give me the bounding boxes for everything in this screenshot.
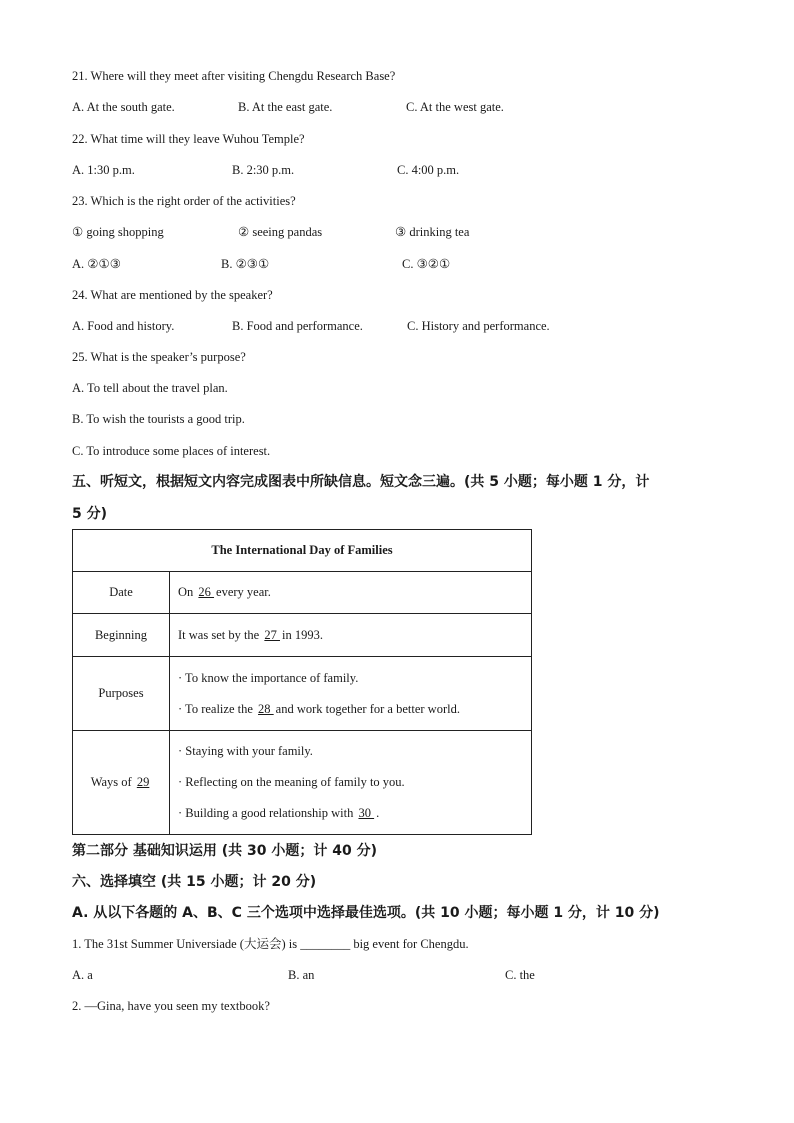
question-22: 22. What time will they leave Wuhou Temple? bbox=[72, 132, 305, 146]
question-2: 2. —Gina, have you seen my textbook? bbox=[72, 999, 270, 1013]
q22-option-c: C. 4:00 p.m. bbox=[397, 163, 460, 177]
q24-option-c: C. History and performance. bbox=[407, 319, 550, 333]
way3-post: . bbox=[376, 806, 380, 820]
section6-sub-a: A. 从以下各题的 A、B、C 三个选项中选择最佳选项。(共 10 小题；每小题 1 分，计 10 分) bbox=[72, 905, 660, 921]
way-1: · Staying with your family. bbox=[178, 744, 313, 758]
q21-option-a: A. At the south gate. bbox=[72, 100, 175, 114]
blank-28: 28 bbox=[258, 701, 274, 716]
purposes-label: Purposes bbox=[73, 657, 170, 731]
q23-item-1: ① going shopping bbox=[72, 225, 164, 239]
purpose2-pre: · To realize the bbox=[178, 701, 257, 716]
q23-item-2: ② seeing pandas bbox=[238, 225, 323, 239]
question-1: 1. The 31st Summer Universiade (大运会) is ________ big event for Chengdu. bbox=[72, 937, 469, 951]
ways-label bbox=[73, 731, 170, 835]
blank-30: 30 bbox=[358, 806, 375, 820]
question-24: 24. What are mentioned by the speaker? bbox=[72, 288, 273, 302]
date-label: Date bbox=[73, 572, 170, 614]
q23-option-c: C. ③②① bbox=[402, 257, 451, 271]
ways-cell bbox=[170, 731, 532, 835]
families-table bbox=[72, 529, 532, 835]
purpose-1: · To know the importance of family. bbox=[178, 670, 359, 685]
way3-pre: · Building a good relationship with bbox=[178, 806, 357, 820]
beginning-pre: It was set by the bbox=[178, 627, 263, 642]
question-21: 21. Where will they meet after visiting Chengdu Research Base? bbox=[72, 69, 396, 83]
q25-option-c: C. To introduce some places of interest. bbox=[72, 444, 271, 458]
purposes-cell bbox=[170, 657, 532, 731]
q24-option-b: B. Food and performance. bbox=[232, 319, 363, 333]
way-2: · Reflecting on the meaning of family to you. bbox=[178, 775, 405, 789]
question-25: 25. What is the speaker’s purpose? bbox=[72, 350, 246, 364]
q25-option-b: B. To wish the tourists a good trip. bbox=[72, 412, 245, 426]
ways-label-pre: Ways of bbox=[90, 775, 135, 789]
blank-26: 26 bbox=[198, 585, 215, 599]
q22-option-a: A. 1:30 p.m. bbox=[72, 163, 135, 177]
q1-option-c: C. the bbox=[505, 968, 535, 982]
date-post: every year. bbox=[216, 585, 271, 599]
q1-option-b: B. an bbox=[288, 968, 315, 982]
q23-option-b: B. ②③① bbox=[221, 257, 270, 271]
date-pre: On bbox=[178, 585, 197, 599]
beginning-post: in 1993. bbox=[281, 627, 323, 642]
beginning-cell bbox=[170, 614, 532, 657]
beginning-label: Beginning bbox=[73, 614, 170, 657]
blank-29: 29 bbox=[136, 775, 150, 789]
question-23: 23. Which is the right order of the activities? bbox=[72, 194, 296, 208]
way-3 bbox=[178, 798, 523, 829]
q23-option-a: A. ②①③ bbox=[72, 257, 121, 271]
q22-option-b: B. 2:30 p.m. bbox=[232, 163, 295, 177]
q23-item-3: ③ drinking tea bbox=[395, 225, 470, 239]
table-title: The International Day of Families bbox=[73, 530, 532, 572]
section6-heading: 六、选择填空 (共 15 小题；计 20 分) bbox=[72, 874, 317, 890]
q21-option-c: C. At the west gate. bbox=[406, 100, 504, 114]
section5-heading-cont: 5 分) bbox=[72, 506, 108, 522]
part2-heading: 第二部分 基础知识运用 (共 30 小题；计 40 分) bbox=[72, 843, 378, 859]
q1-option-a: A. a bbox=[72, 968, 93, 982]
q24-option-a: A. Food and history. bbox=[72, 319, 175, 333]
section5-heading: 五、听短文，根据短文内容完成图表中所缺信息。短文念三遍。(共 5 小题；每小题 1 分，计 bbox=[72, 474, 650, 490]
q25-option-a: A. To tell about the travel plan. bbox=[72, 381, 228, 395]
purpose-2 bbox=[178, 694, 523, 725]
date-cell bbox=[170, 572, 532, 614]
blank-27: 27 bbox=[264, 627, 280, 642]
q21-option-b: B. At the east gate. bbox=[238, 100, 333, 114]
purpose2-post: and work together for a better world. bbox=[275, 701, 460, 716]
